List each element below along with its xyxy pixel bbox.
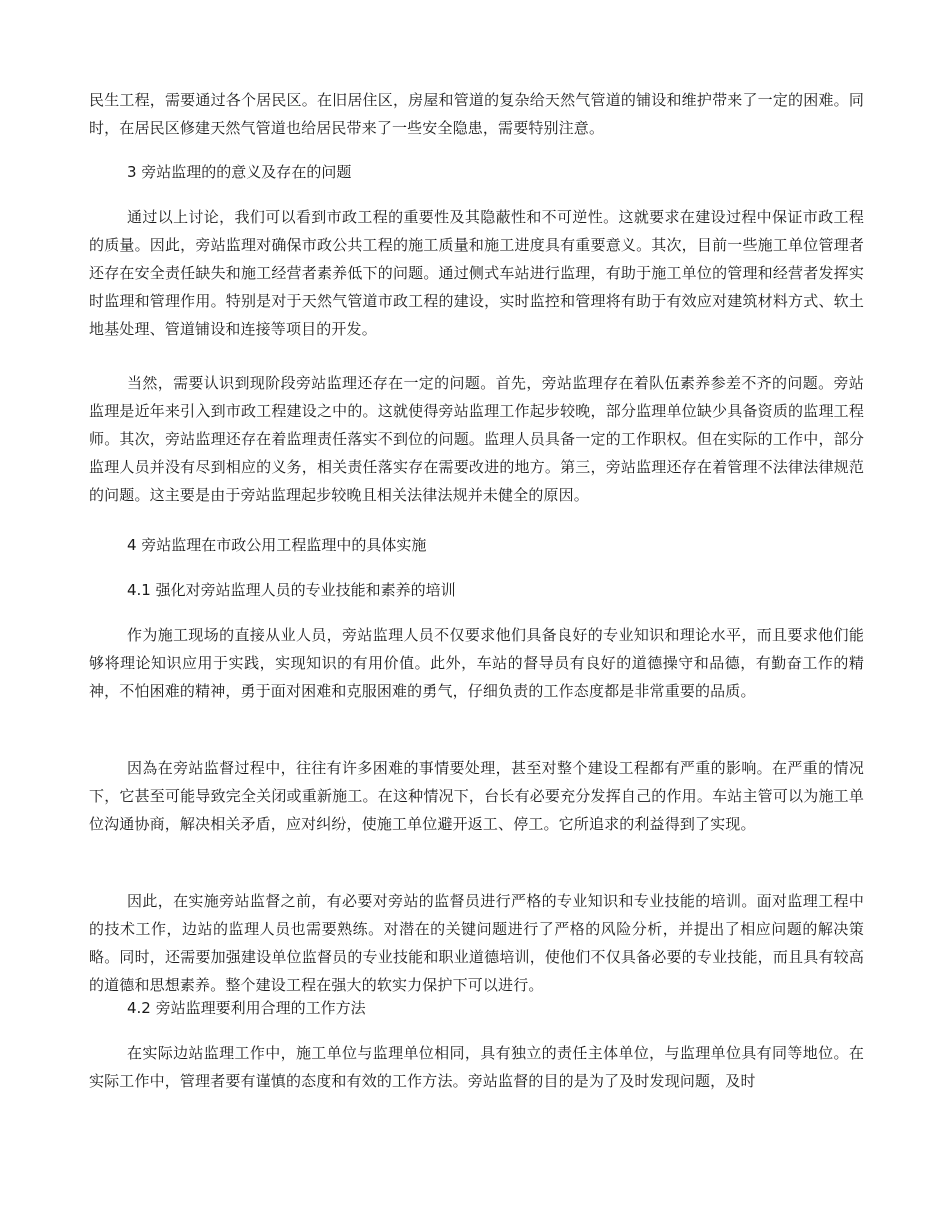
subsection-heading: 4.1 强化对旁站监理人员的专业技能和素养的培训 (127, 581, 456, 599)
paragraph: 通过以上讨论，我们可以看到市政工程的重要性及其隐蔽性和不可逆性。这就要求在建设过程中保证市政工程的质量。因此，旁站监理对确保市政公共工程的施工质量和施工进度具有重要意义。其次，目前一些施工单位管理者还存在安全责任缺失和施工经营者素养低下的问题。通过侧式车站进行监理，有助于施工单位的管理和经营者发挥实时监理和管理作用。特别是对于天然气管道市政工程的建设，实时监控和管理将有助于有效应对建筑材料方式、软土地基处理、管道铺设和连接等项目的开发。 (89, 208, 864, 338)
paragraph: 作为施工现场的直接从业人员，旁站监理人员不仅要求他们具备良好的专业知识和理论水平，而且要求他们能够将理论知识应用于实践，实现知识的有用价值。此外，车站的督导员有良好的道德操守和品德，有勤奋工作的精神，不怕困难的精神，勇于面对困难和克服困难的勇气，仔细负责的工作态度都是非常重要的品质。 (89, 626, 864, 700)
paragraph: 在实际边站监理工作中，施工单位与监理单位相同，具有独立的责任主体单位，与监理单位具有同等地位。在实际工作中，管理者要有谨慎的态度和有效的工作方法。旁站监督的目的是为了及时发现问题，及时 (89, 1044, 864, 1090)
subsection-heading: 4.2 旁站监理要利用合理的工作方法 (127, 999, 366, 1017)
paragraph: 因此，在实施旁站监督之前，有必要对旁站的监督员进行严格的专业知识和专业技能的培训。面对监理工程中的技术工作，边站的监理人员也需要熟练。对潜在的关键问题进行了严格的风险分析，并提出了相应问题的解决策略。同时，还需要加强建设单位监督员的专业技能和职业道德培训，使他们不仅具备必要的专业技能，而且具有较高的道德和思想素养。整个建设工程在强大的软实力保护下可以进行。 (89, 892, 864, 994)
paragraph: 当然，需要认识到现阶段旁站监理还存在一定的问题。首先，旁站监理存在着队伍素养参差不齐的问题。旁站监理是近年来引入到市政工程建设之中的。这就使得旁站监理工作起步较晚，部分监理单位缺少具备资质的监理工程师。其次，旁站监理还存在着监理责任落实不到位的问题。监理人员具备一定的工作职权。但在实际的工作中，部分监理人员并没有尽到相应的义务，相关责任落实存在需要改进的地方。第三，旁站监理还存在着管理不法律法律规范的问题。这主要是由于旁站监理起步较晚且相关法律法规并未健全的原因。 (89, 374, 864, 504)
section-heading: 3 旁站监理的的意义及存在的问题 (127, 163, 352, 181)
paragraph: 因為在旁站监督过程中，往往有许多困难的事情要处理，甚至对整个建设工程都有严重的影响。在严重的情况下，它甚至可能导致完全关闭或重新施工。在这种情况下，台长有必要充分发挥自己的作用。车站主管可以为施工单位沟通协商，解决相关矛盾，应对纠纷，使施工单位避开返工、停工。它所追求的利益得到了实现。 (89, 759, 864, 833)
section-heading: 4 旁站监理在市政公用工程监理中的具体实施 (127, 536, 427, 554)
paragraph: 民生工程，需要通过各个居民区。在旧居住区，房屋和管道的复杂给天然气管道的铺设和维护带来了一定的困难。同时，在居民区修建天然气管道也给居民带来了一些安全隐患，需要特别注意。 (89, 91, 864, 137)
